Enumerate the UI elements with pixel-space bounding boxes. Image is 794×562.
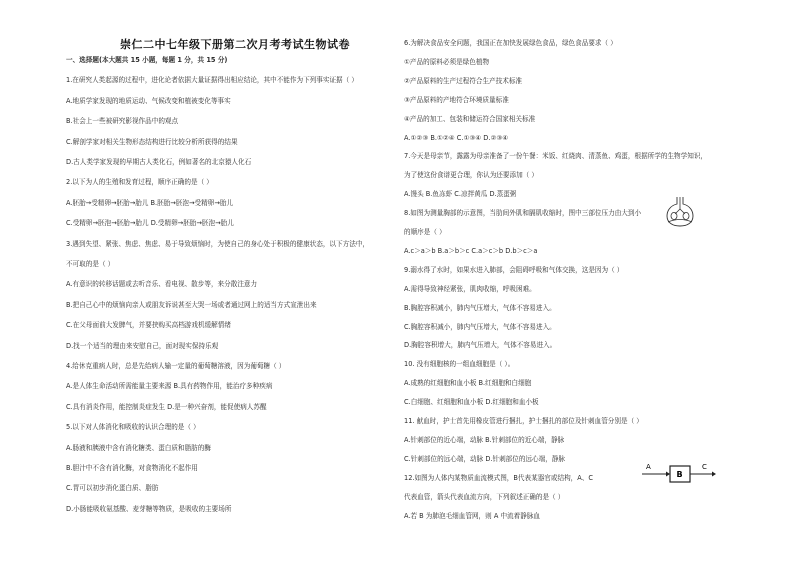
right-text-line: 代表血管，箭头代表血流方向，下列叙述正确的是（ ） — [404, 492, 565, 501]
blood-flow-figure — [640, 461, 720, 485]
left-text-line: B.把自己心中的烦恼向亲人或朋友诉说甚至大哭一场或者通过网上的适当方式宣泄出来 — [66, 300, 317, 309]
right-text-line: A.c＞a＞b B.a＞b＞c C.a＞c＞b D.b＞c＞a — [404, 246, 538, 255]
right-text-line: ②产品原料的生产过程符合生产技术标准 — [404, 76, 523, 85]
right-text-line: 6.为解决食品安全问题，我国正在加快发展绿色食品，绿色食品要求（ ） — [404, 39, 617, 47]
right-text-line: C.胸腔容积减小，肺内气压增大，气体不容易进入。 — [404, 322, 556, 331]
right-text-line: 9.溺水得了水时，如果水进入肺部，会阻碍呼吸和气体交换，这是因为（ ） — [404, 265, 624, 274]
left-text-line: A.地质学家发现的地质运动、气候改变和植被变化等事实 — [66, 96, 231, 105]
left-text-line: 3.遇到失望、紧张、焦虑、焦虑、易于导致烦恼时，为使自己的身心处于积极的健康状态，以下方法中， — [66, 239, 370, 248]
left-text-line: D.小肠能吸收氨基酸、麦芽糖等物质，是吸收的主要场所 — [66, 504, 232, 513]
right-text-line: C.针刺部位的远心端，动脉 D.针刺部位的远心端，静脉 — [404, 454, 566, 463]
right-text-line: 11. 献血时，护士首先用橡皮管进行捆扎，护士捆扎的部位及针刺血管分别是（ ） — [404, 417, 643, 425]
left-text-line: C.具有消炎作用，能控制炎症发生 D.是一种兴奋剂，能促使病人苏醒 — [66, 402, 267, 411]
right-text-line: A.①②③ B.①②④ C.①③④ D.②③④ — [404, 133, 509, 142]
right-text-line: A.成熟的红细胞和血小板 B.红细胞和白细胞 — [404, 379, 532, 388]
left-text-line: D.古人类学家发现的早期古人类化石，例如著名的北京猿人化石 — [66, 158, 252, 166]
right-text-line: 10. 没有细胞核的一组血细胞是（ ）。 — [404, 360, 515, 369]
right-text-line: D.胸腔容积增大，肺内气压增大，气体不容易进入。 — [404, 341, 557, 350]
right-text-line: C.白细胞、红细胞和血小板 D.红细胞和血小板 — [404, 398, 539, 407]
right-text-line: B.胸腔容积减小，肺内气压增大，气体不容易进入。 — [404, 303, 556, 312]
right-text-line: ③产品原料的产地符合环境质量标准 — [404, 95, 509, 104]
label-c: C — [702, 463, 707, 471]
left-text-line: 5.以下对人体消化和吸收的认识合理的是（ ） — [66, 423, 200, 432]
chest-model-figure — [665, 195, 695, 227]
right-text-line: ①产品的原料必须是绿色植物 — [404, 57, 490, 66]
left-text-line: 1.在研究人类起源的过程中，进化论者依据大量证据得出相应结论，其中不能作为下列事实证据（ ） — [66, 76, 358, 85]
right-text-line: 12.如图为人体内某物质血流模式图，B代表某器官或结构，A、C — [404, 473, 593, 482]
right-text-line: ④产品的加工、包装和储运符合国家相关标准 — [404, 114, 536, 123]
left-text-line: C.解剖学家对相关生物形态结构进行比较分析所获得的结果 — [66, 137, 238, 146]
label-a: A — [646, 463, 651, 471]
right-text-line: 的顺序是（ ） — [404, 228, 446, 236]
right-text-line: A.针刺部位的近心端，动脉 B.针刺部位的近心端，静脉 — [404, 435, 565, 444]
right-text-line: 8.如图为测量胸部的示意图，当肋间外肌和膈肌收缩时，图中三部位压力由大到小 — [404, 209, 642, 218]
right-text-line: A.若 B 为肺泡毛细血管网，则 A 中流着静脉血 — [404, 511, 541, 520]
left-text-line: C.胃可以初步消化蛋白质、脂肪 — [66, 484, 159, 493]
label-b: B — [676, 470, 683, 479]
left-text-line: A.是人体生命活动所需能量主要来源 B.具有药物作用，能治疗多种疾病 — [66, 382, 273, 391]
left-text-line: 2.以下为人的生殖和发育过程，顺序正确的是（ ） — [66, 178, 213, 187]
left-text-line: A.肠液和胰液中含有消化糖类、蛋白质和脂肪的酶 — [66, 443, 211, 452]
left-text-line: A.有意识的转移话题或去听音乐、看电视、散步等，来分散注意力 — [66, 280, 258, 289]
left-text-line: 不可取的是（ ） — [66, 260, 115, 268]
right-text-line: A.馒头 B.鱼冻虾 C.凉拌黄瓜 D.蒸蛋粥 — [404, 190, 517, 199]
left-text-line: B.胆汁中不含有消化酶，对食物消化不起作用 — [66, 464, 198, 472]
right-text-line: A.需得导致神经紧张，肌肉收缩，呼吸困难。 — [404, 284, 536, 293]
left-text-line: B.社会上一些被研究影视作品中的观点 — [66, 117, 179, 126]
right-text-line: 7.今天是母亲节，露露为母亲准备了一份午餐：米饭、红烧肉、清蒸鱼、鸡蛋，根据所学的生物学知识， — [404, 152, 708, 161]
exam-title: 崇仁二中七年级下册第二次月考考试生物试卷 — [120, 38, 350, 51]
right-text-line: 为了使这份食谱更合理，你认为还要添加（ ） — [404, 171, 538, 180]
left-text-line: D.找一个适当的理由来安慰自己，面对现实保持乐观 — [66, 341, 219, 350]
left-text-line: A.胚胎→受精卵→胚胎→胎儿 B.胚胎→胚泡→受精卵→胎儿 — [66, 198, 234, 207]
left-text-line: C.在父母面前大发脾气，并要挟购买高档游戏机缓解情绪 — [66, 321, 231, 330]
left-text-line: C.受精卵→胚泡→胚胎→胎儿 D.受精卵→胚胎→胚泡→胎儿 — [66, 219, 234, 228]
left-text-line: 4.给休克重病人时，总是先给病人输一定量的葡萄糖溶液，因为葡萄糖（ ） — [66, 362, 286, 370]
left-text-line: 一、选择题(本大题共 15 小题，每题 1 分，共 15 分) — [66, 56, 228, 64]
